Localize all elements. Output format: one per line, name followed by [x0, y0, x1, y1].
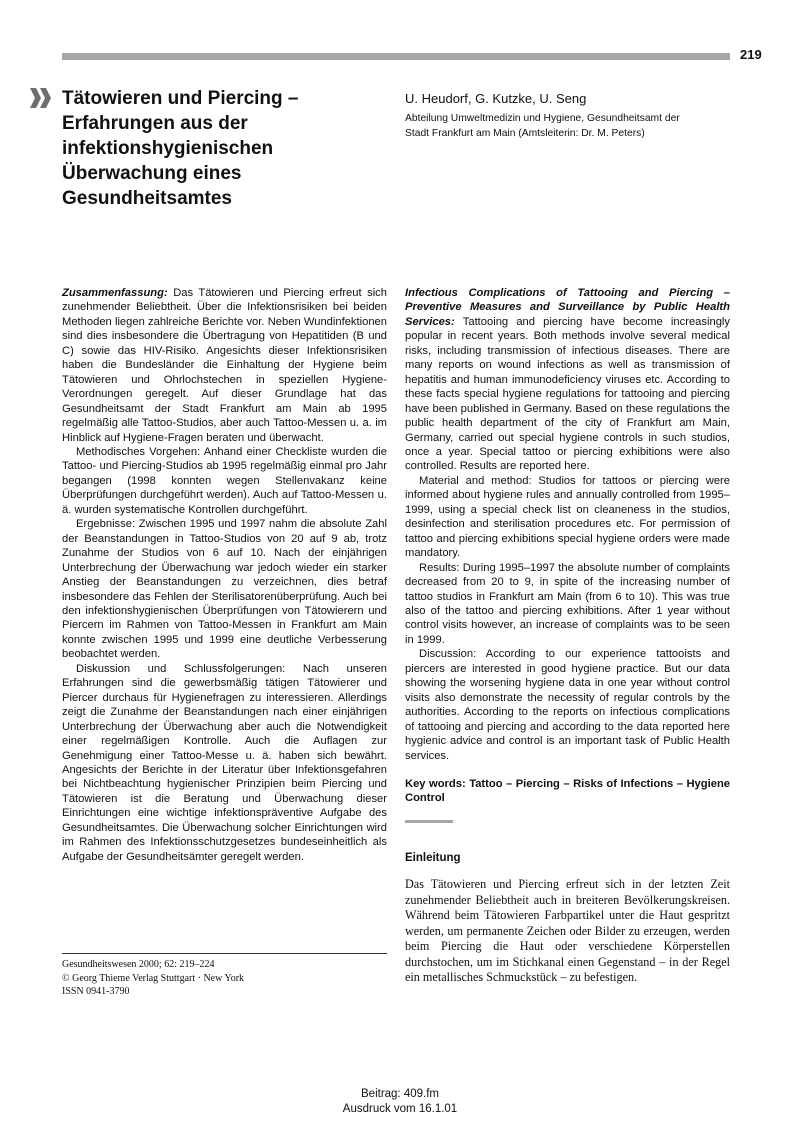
section-divider — [405, 820, 453, 823]
print-info — [0, 1087, 800, 1117]
page-number: 219 — [740, 47, 762, 62]
abstract-en-methods: Material and method: Studios for tattoos or piercing were informed about hygiene rules and annually controlled from 1995–1999, using a special check list on cleaneness in the studios, desinfection and sterilisation procedures etc. For permission of tattoo and piercing exhibitions special hygiene orders were made mandatory. — [405, 474, 730, 560]
abstract-de-methods: Methodisches Vorgehen: Anhand einer Checkliste wurden die Tattoo- und Piercing-Studios ab 1995 regelmäßig einmal pro Jahr begangen (1998 konnten wegen Stellenvakanz keine Überprüfungen durchgeführt werden). Auch auf Tattoo-Messen u. ä. wurden systematische Kontrollen durchgeführt. — [62, 445, 387, 516]
introduction-text: Das Tätowieren und Piercing erfreut sich in der letzten Zeit zunehmender Beliebtheit auch in breiteren Bevölkerungskreisen. Während beim Tätowieren Farbpartikel unter die Haut gespritzt werden, um permanente Zeichen oder Bilder zu erzeugen, werden beim Piercing die Haut oder verschiedene Körperstellen durchstochen, um im Stichkanal einen Gegenstand – in der Regel ein metallisches Schmuckstück – zu befestigen. — [405, 877, 730, 984]
abstract-de-discussion: Diskussion und Schlussfolgerungen: Nach unseren Erfahrungen sind die gewerbsmäßig tätigen Tätowierer und Piercer durchaus für Hygienefragen zu interessieren. Allerdings zeigt die Zunahme der Beanstandungen nach einer einjährigen Unterbrechung der Überwachung aber auch die Notwendigkeit einer regelmäßigen Kontrolle. Auch die Auflagen zur Genehmigung einer Tattoo-Messe u. ä. haben sich bewährt. Angesichts der Berichte in der Literatur über Infektionsgefahren bei Nichtbeachtung hygienischer Prinzipien beim Piercing und Tätowieren ist die Beratung und Überwachung dieser Einrichtungen eine wichtige infektionspräventive Aufgabe des Gesundheitsamtes. Die Überwachung solcher Einrichtungen wird im Rahmen des Infektionsschutzgesetzes bundeseinheitlich als Aufgabe der Gesundheitsämter geregelt werden. — [62, 662, 387, 863]
header-rule — [62, 53, 730, 60]
double-chevron-icon — [30, 88, 52, 108]
affiliation — [405, 111, 725, 141]
title-line: Erfahrungen aus der — [62, 113, 248, 134]
abstract-en-paragraph — [405, 286, 730, 474]
abstract-de-heading: Zusammenfassung: — [62, 287, 168, 299]
keywords — [405, 777, 730, 806]
abstract-en-discussion: Discussion: According to our experience tattooists and piercers are interested in good hygiene practice. But our data showing the worsening hygiene data in one year without control visits also demonstrate the necessity of regular controls by the authorities. According to the reports on infectious complications of tattooing and piercing and according to the data reported here hygienic advice and control is an important task of Public Health services. — [405, 648, 730, 762]
abstract-en-results: Results: During 1995–1997 the absolute number of complaints decreased from 20 to 9, in spite of the increasing number of tattoo studios in Frankfurt am Main (from 6 to 10). This was true also of the tattoo and piercing exhibitions. After 1 year without control visits however, an increase of complaints was to be seen in 1999. — [405, 561, 730, 646]
title-line: Tätowieren und Piercing – — [62, 88, 299, 109]
abstract-de-text: Das Tätowieren und Piercing erfreut sich zunehmender Beliebtheit. Über die Infektionsrisiken bei beiden Methoden liegen zahlreiche Berichte vor. Neben Wundinfektionen sind dies insbesondere die Übertragung von Hepatitiden (B und C) sowie das HIV-Risiko. Angesichts dieser Infektionsrisiken haben die Bundesländer die Einhaltung der Hygiene beim Tätowieren und Ohrlochstechen in speziellen Hygiene-Verordnungen geregelt. Auf dieser Grundlage hat das Gesundheitsamt der Stadt Frankfurt am Main ab 1995 regelmäßig alle Tattoo-Studios, aber auch Tattoo-Messen u. a. im Hinblick auf Hygiene-Fragen beraten und überwacht. — [62, 287, 388, 444]
print-file: Beitrag: 409.fm — [361, 1088, 439, 1100]
print-date: Ausdruck vom 16.1.01 — [342, 1103, 458, 1115]
abstract-en-heading: Infectious Complications of Tattooing and Piercing – Preventive Measures and Surveillance by Public Health Services: — [405, 287, 730, 328]
abstract-en-text: Tattooing and piercing have become increasingly popular in recent years. Both methods involve several medical risks, including transmission of infectious diseases. There are many reports on wound infections as well as transmission of hepatitis and human immunodeficiency viruses etc. According to these facts special hygiene regulations for tattooing and piercing have been published in Germany. Based on these regulations the public health department of the city of Frankfurt am Main, Germany, carried out special hygiene controls in such studios, once a year. Special tattoo or piercing exhibitions were also controlled. Results are reported here. — [405, 315, 730, 473]
issn: ISSN 0941-3790 — [62, 986, 130, 997]
citation-footnote — [62, 958, 244, 999]
section-heading: Einleitung — [405, 852, 461, 864]
affiliation-line: Stadt Frankfurt am Main (Amtsleiterin: Dr. M. Peters) — [405, 128, 645, 139]
abstract-de-paragraph — [62, 286, 387, 445]
abstract-german — [62, 286, 387, 864]
authors: U. Heudorf, G. Kutzke, U. Seng — [405, 91, 587, 106]
affiliation-line: Abteilung Umweltmedizin und Hygiene, Gesundheitsamt der — [405, 113, 680, 124]
keywords-text: Tattoo – Piercing – Risks of Infections – Hygiene Control — [405, 777, 730, 805]
title-line: Überwachung eines — [62, 163, 242, 184]
footnote-rule — [62, 953, 387, 954]
publisher: © Georg Thieme Verlag Stuttgart · New York — [62, 972, 245, 984]
keywords-label: Key words: — [405, 777, 466, 790]
journal-citation: Gesundheitswesen 2000; 62: 219–224 — [62, 959, 215, 970]
title-line: Gesundheitsamtes — [62, 188, 232, 209]
title-line: infektionshygienischen — [62, 138, 274, 159]
abstract-english — [405, 286, 730, 806]
article-title — [62, 86, 362, 211]
abstract-de-results: Ergebnisse: Zwischen 1995 und 1997 nahm die absolute Zahl der Beanstandungen in Tattoo-Studios von 20 auf 9 ab, trotz Zunahme der Studios von 6 auf 10. Nach der einjährigen Unterbrechung der Überwachung war jedoch wieder ein starker Anstieg der Beanstandungen zu verzeichnen, dies betraf insbesondere das Fehlen der Sterilisatorenüberprüfung. Auch bei den infektionshygienischen Überprüfungen von Tätowierern und Piercern im Rahmen von Tattoo-Messen in Frankfurt am Main konnte zwischen 1995 und 1999 eine deutliche Verbesserung beobachtet werden. — [62, 518, 387, 661]
